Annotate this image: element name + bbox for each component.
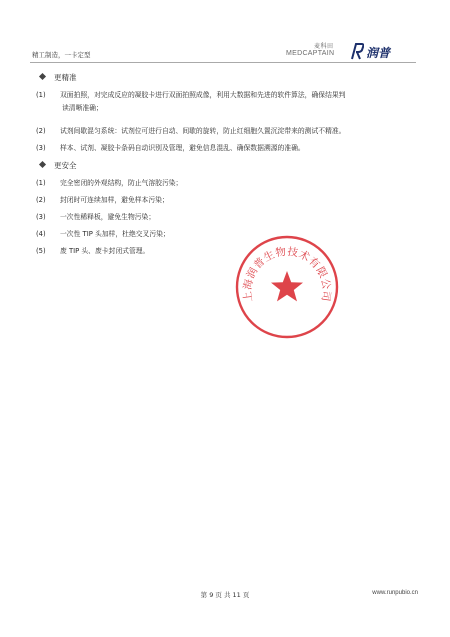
- header-divider: [30, 62, 416, 63]
- brand-en: MEDCAPTAIN: [286, 50, 335, 57]
- brand-cn-small: 麦科田: [314, 43, 334, 50]
- company-seal: [233, 233, 341, 341]
- brand-mark-icon: [350, 42, 364, 60]
- list-item: (1) 双面拍照，对完成反应的凝胶卡进行双面拍照成像，利用大数据和先进的软件算法，确保结果判 读清晰准确；: [36, 91, 346, 112]
- list-item: (1) 完全密闭的外观结构，防止气溶胶污染；: [36, 179, 183, 187]
- page-number: 第 9 页 共 11 页: [200, 591, 250, 599]
- list-item: (3) 样本、试剂、凝胶卡条码自动识别及管理，避免信息混乱、确保数据溯源的准确。: [36, 144, 305, 152]
- list-item: (5) 废 TIP 头、废卡封闭式管理。: [36, 247, 150, 255]
- diamond-bullet-icon: [39, 73, 46, 80]
- section-title-safe: 更安全: [40, 160, 77, 171]
- brand-logo: [286, 40, 416, 64]
- list-item: (2) 试剂间歇混匀系统：试剂位可进行自动、间歇的旋转，防止红细胞久置沉淀带来的测试不精准。: [36, 127, 346, 135]
- seal-star-icon: [271, 271, 303, 301]
- footer-url: www.runpubio.cn: [372, 590, 418, 596]
- list-item: (4) 一次性 TIP 头加样，杜绝交叉污染；: [36, 230, 170, 238]
- list-item: (2) 封闭时可连续加样，避免样本污染；: [36, 196, 169, 204]
- section-title-precise: 更精准: [40, 72, 77, 83]
- brand-cn-big: 润普: [366, 46, 391, 60]
- header-tagline: 精工制造，一卡定型: [32, 51, 91, 59]
- seal-text: 上海润普生物技术有限公司: [241, 245, 333, 303]
- diamond-bullet-icon: [39, 161, 46, 168]
- list-item: (3) 一次性稀释板，避免生物污染；: [36, 213, 156, 221]
